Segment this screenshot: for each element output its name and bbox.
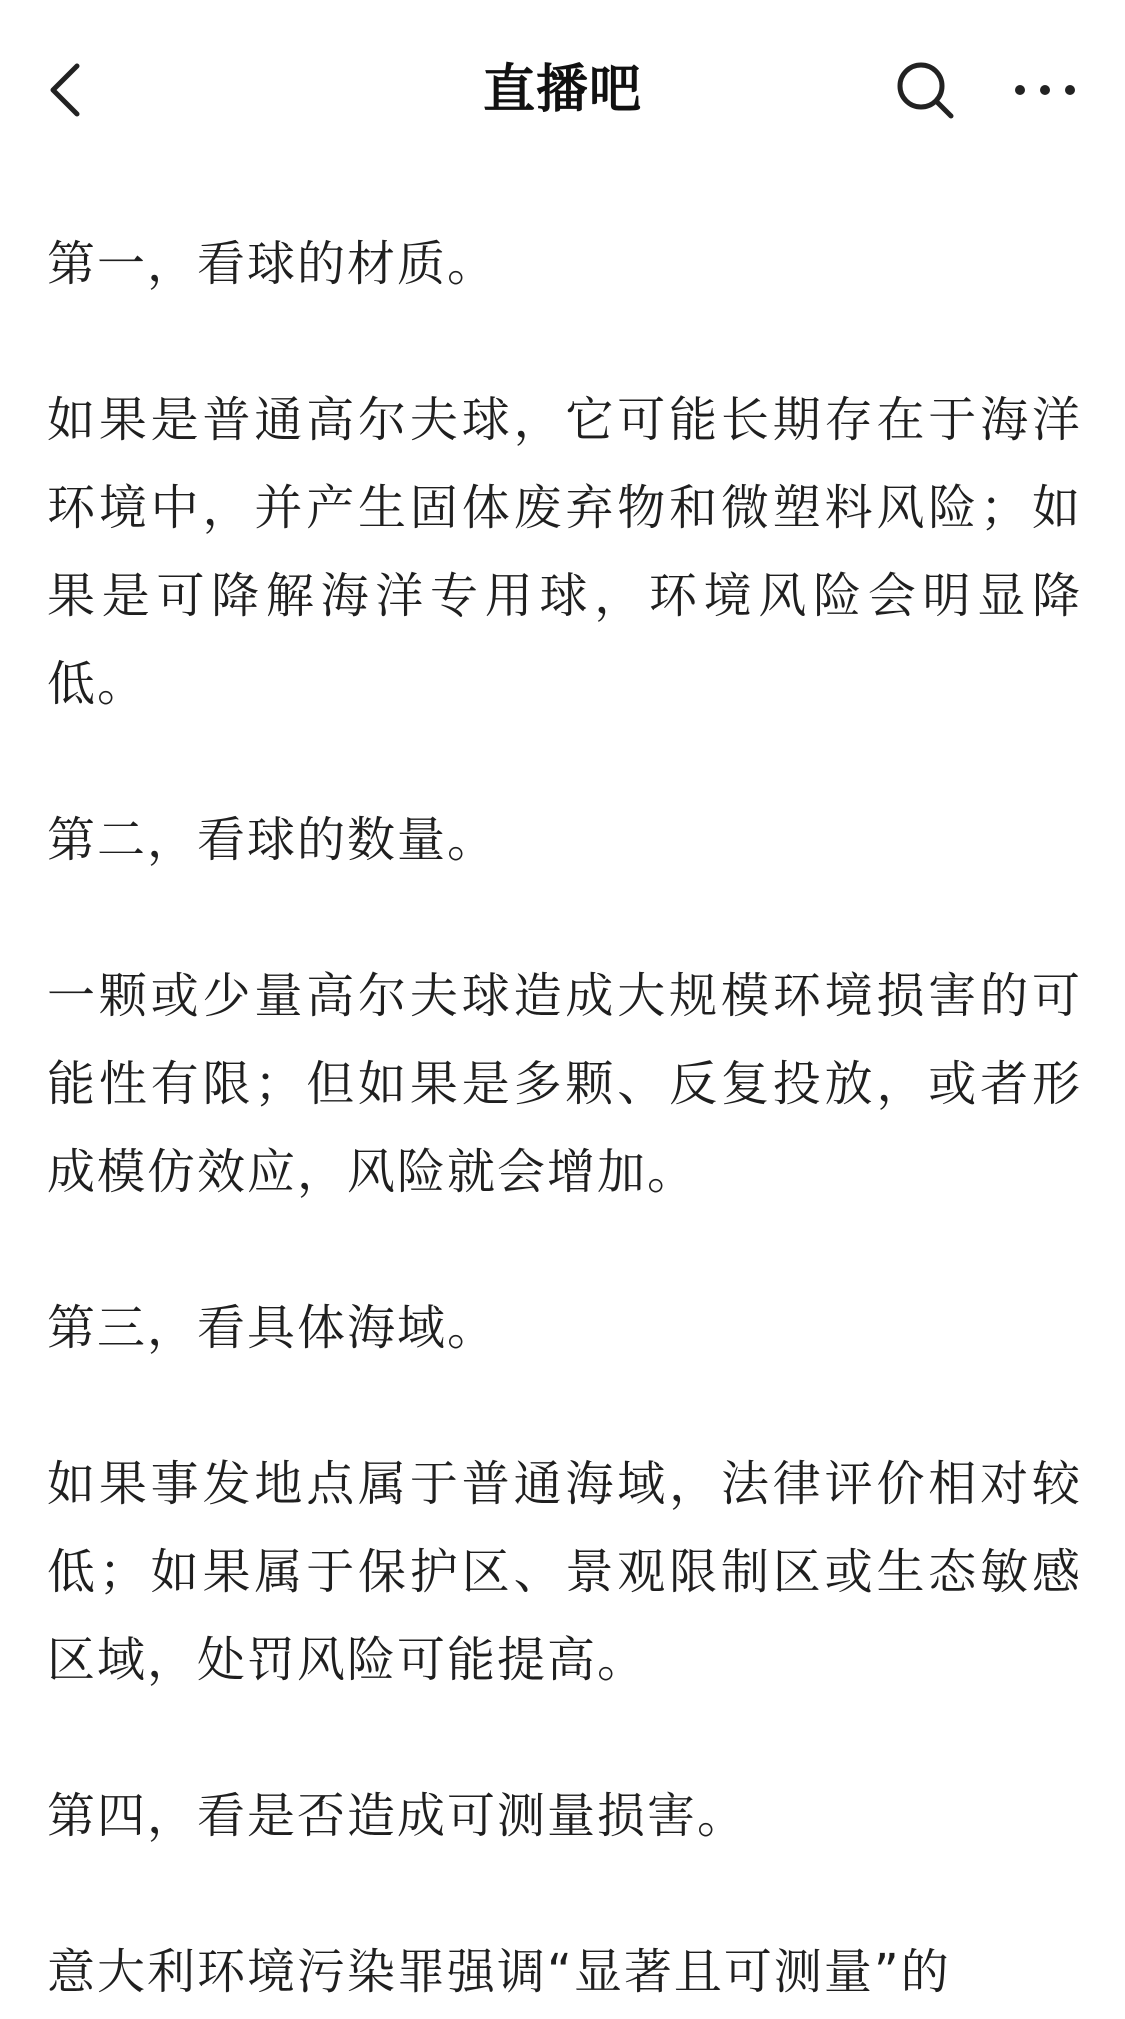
article-body	[47, 220, 1082, 2016]
paragraph-heading-2: 第二，看球的数量。	[47, 812, 498, 868]
page-title: 直播吧	[482, 60, 642, 120]
paragraph-2: 一颗或少量高尔夫球造成大规模环境损害的可能性有限；但如果是多颗、反复投放，或者形成模仿效应，风险就会增加。	[47, 968, 1082, 1200]
paragraph-1: 如果是普通高尔夫球，它可能长期存在于海洋环境中，并产生固体废弃物和微塑料风险；如果是可降解海洋专用球，环境风险会明显降低。	[47, 392, 1082, 712]
top-navigation-bar	[0, 0, 1125, 185]
paragraph-3: 如果事发地点属于普通海域，法律评价相对较低；如果属于保护区、景观限制区或生态敏感区域，处罚风险可能提高。	[47, 1456, 1082, 1688]
more-options-button[interactable]	[1005, 55, 1085, 125]
paragraph-heading-3: 第三，看具体海域。	[47, 1300, 498, 1356]
paragraph-heading-1: 第一，看球的材质。	[47, 236, 498, 292]
search-icon	[893, 58, 957, 122]
search-button[interactable]	[890, 55, 960, 125]
paragraph-4: 意大利环境污染罪强调“显著且可测量”的	[47, 1944, 951, 2000]
more-horizontal-icon	[1010, 80, 1080, 100]
paragraph-heading-4: 第四，看是否造成可测量损害。	[47, 1788, 748, 1844]
